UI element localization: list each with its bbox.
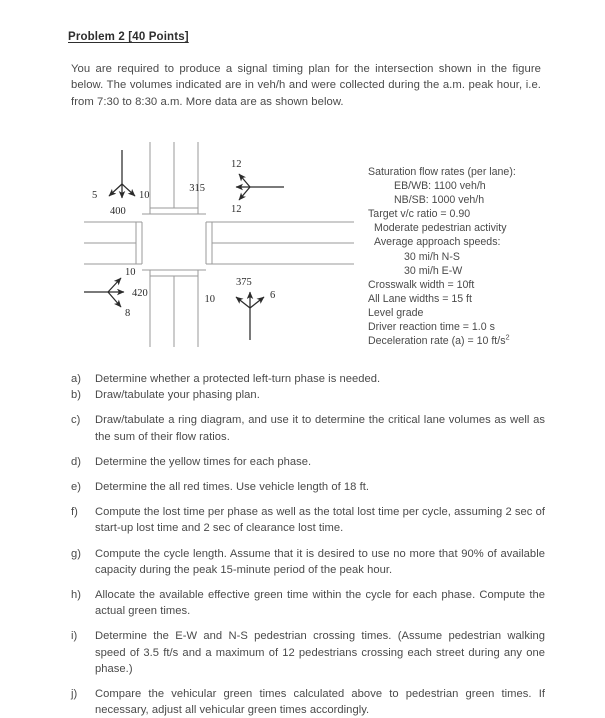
question-marker: d) [71,455,81,468]
question-item [71,371,545,387]
label-eb-through: 420 [132,288,148,299]
design-data-line: Moderate pedestrian activity [374,222,507,235]
question-marker: h) [71,589,81,602]
question-marker: f) [71,506,78,519]
question-marker: e) [71,481,81,494]
label-sb-through: 400 [110,206,126,217]
question-marker: b) [71,389,81,402]
question-text: Draw/tabulate your phasing plan. [95,389,260,402]
label-nb-left: 10 [204,294,215,305]
design-data-line: NB/SB: 1000 veh/h [394,194,485,207]
label-eb-lower: 8 [125,308,131,319]
label-wb-upper: 12 [231,159,242,170]
question-text: Draw/tabulate a ring diagram, and use it to determine the critical lane volumes as well as the sum of their flow ratios. [95,414,545,443]
label-eb-upper: 10 [125,267,136,278]
volume-labels [92,159,275,319]
arrow-eb-upper [108,278,121,292]
question-text: Allocate the available effective green time within the cycle for each phase. Compute the actual green times. [95,589,545,618]
design-data-line: Driver reaction time = 1.0 s [368,321,495,334]
intro-paragraph: You are required to produce a signal timing plan for the intersection shown in the figure below. The volumes indicated are in veh/h and were collected during the a.m. peak hour, i.e. from 7:30 to 8:30 a.m. More data are as shown below. [71,63,541,108]
arrow-nb-left [236,297,250,308]
question-marker: g) [71,547,81,560]
question-item [71,628,545,677]
label-sb-left: 5 [92,190,98,201]
question-marker: j) [71,688,78,701]
arrow-eb-lower [108,292,121,307]
arrow-sb-right [122,184,135,196]
label-nb-through: 375 [236,277,252,288]
label-nb-right: 6 [270,290,276,301]
design-data-line: Deceleration rate (a) = 10 $ft/s^2$ [368,332,510,348]
question-item [71,387,545,403]
design-data-line: Average approach speeds: [374,236,501,249]
question-item [71,454,545,470]
intersection-figure [84,142,354,347]
superscript: 2 [505,332,510,342]
design-data-line: EB/WB: 1100 veh/h [394,180,486,193]
label-wb-through: 315 [189,183,205,194]
arrow-wb-upper [239,174,250,187]
question-text: Compute the cycle length. Assume that it is desired to use no more that 90% of available capacity during the peak 15-minute period of the peak hour. [95,547,545,576]
design-data-panel [368,165,568,348]
question-item [71,587,545,619]
design-data-line: Crosswalk width = 10ft [368,278,475,291]
arrow-sb-left [109,184,122,196]
design-data-line: 30 mi/h E-W [404,264,463,277]
question-list [71,371,545,718]
question-item [71,504,545,536]
arrow-nb-right [250,297,264,308]
design-data-line: Saturation flow rates (per lane): [368,166,516,178]
volume-arrows [84,150,284,340]
question-text: Compute the lost time per phase as well as the total lost time per cycle, assuming 2 sec of start-up lost time and 2 sec of clearance lost time. [95,506,545,535]
question-item [71,546,545,578]
question-item [71,479,545,495]
question-text: Compare the vehicular green times calculated above to pedestrian green times. If necessary, adjust all vehicular green times accordingly. [95,688,545,717]
intersection-diagram-svg [84,142,354,347]
question-item [71,686,545,718]
question-text: Determine whether a protected left-turn phase is needed. [95,373,381,385]
design-data-line: Target v/c ratio = 0.90 [368,208,471,221]
design-data-line: 30 mi/h N-S [404,250,460,263]
label-wb-lower: 12 [231,204,242,215]
question-text: Determine the yellow times for each phase. [95,455,312,468]
design-data-line: All Lane widths = 15 ft [368,292,472,305]
question-item [71,412,545,444]
arrow-wb-lower [239,187,250,200]
question-marker: a) [71,373,81,385]
design-data-line: Level grade [368,306,424,319]
question-marker: c) [71,414,81,427]
question-text: Determine the all red times. Use vehicle length of 18 ft. [95,481,370,494]
label-sb-right: 10 [139,190,150,201]
question-marker: i) [71,630,78,643]
question-text: Determine the E-W and N-S pedestrian crossing times. (Assume pedestrian walking speed of 3.5 ft/s and a maximum of 12 pedestrians crossing each street during any one phase.) [95,630,545,675]
page-title: Problem 2 [40 Points] [68,31,189,43]
